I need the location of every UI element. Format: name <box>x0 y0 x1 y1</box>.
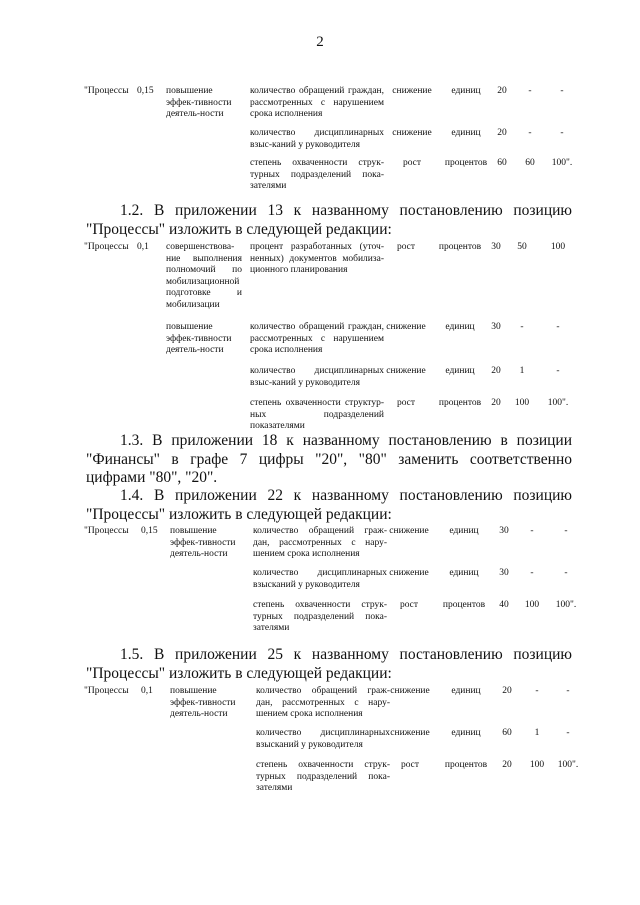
value-2: 1 <box>519 366 525 376</box>
unit-text: процентов <box>444 760 488 770</box>
direction-text: снижение <box>390 728 430 738</box>
direction-text: снижение <box>386 366 426 376</box>
direction-text: рост <box>400 760 420 770</box>
direction-text: рост <box>399 600 419 610</box>
task-cell: повышение эффек-тивности деятель-ности <box>166 322 232 355</box>
value-2: 1 <box>534 728 540 738</box>
direction-text: снижение <box>390 686 430 696</box>
unit-text: процентов <box>438 242 482 252</box>
direction-text: снижение <box>389 568 429 578</box>
value-2: 60 <box>525 158 535 168</box>
unit-text: единиц <box>451 728 481 738</box>
indicator-text: количество дисциплинарных взыс-каний у руководителя <box>250 366 384 388</box>
value-3: - <box>566 686 570 696</box>
page-number: 2 <box>316 34 324 50</box>
unit-text: единиц <box>451 86 481 96</box>
position-name: "Процессы <box>84 86 129 96</box>
value-2: - <box>528 128 532 138</box>
direction-text: снижение <box>392 128 432 138</box>
unit-text: процентов <box>438 398 482 408</box>
value-3: - <box>564 526 568 536</box>
value-2: - <box>535 686 539 696</box>
indicator-text: степень охваченности струк-турных подразделений пока-зателями <box>256 760 390 793</box>
indicator-text: процент разработанных (уточ-ненных) документов мобилиза-ционного планирования <box>250 242 384 275</box>
unit-text: единиц <box>451 128 481 138</box>
indicator-text: количество дисциплинарных взыс-каний у руководителя <box>250 128 384 150</box>
value-1: 30 <box>499 526 509 536</box>
unit-text: единиц <box>445 366 475 376</box>
value-3: - <box>556 366 560 376</box>
indicator-text: количество дисциплинарных взысканий у руководителя <box>256 728 390 750</box>
paragraph-1-4 <box>86 487 572 524</box>
value-1: 60 <box>497 158 507 168</box>
task-cell: совершенствова-ние выполнения полномочий по мобилизационной подготовке и мобилизации <box>166 242 242 310</box>
value-2: 50 <box>517 242 527 252</box>
indicator-text: количество обращений граж-дан, рассмотренных с нару-шением срока исполнения <box>253 526 387 559</box>
unit-text: процентов <box>444 158 488 168</box>
unit-text: единиц <box>445 322 475 332</box>
value-2: - <box>530 526 534 536</box>
unit-text: процентов <box>442 600 486 610</box>
task-cell: повышение эффек-тивности деятель-ности <box>166 86 232 119</box>
value-2: 100 <box>524 600 540 610</box>
task-cell: повышение эффек-тивности деятель-ности <box>170 686 236 719</box>
unit-text: единиц <box>451 686 481 696</box>
direction-text: рост <box>396 242 416 252</box>
direction-text: рост <box>396 398 416 408</box>
position-weight: 0,1 <box>141 686 153 696</box>
paragraph-1-5 <box>86 646 572 683</box>
indicator-text: количество обращений граждан, рассмотренных с нарушением срока исполнения <box>250 86 384 119</box>
position-weight: 0,15 <box>137 86 154 96</box>
value-3: - <box>560 128 564 138</box>
direction-text: рост <box>402 158 422 168</box>
position-name: "Процессы <box>84 526 129 536</box>
value-1: 20 <box>497 86 507 96</box>
indicator-text: количество обращений граж-дан, рассмотренных с нару-шением срока исполнения <box>256 686 390 719</box>
value-1: 20 <box>491 366 501 376</box>
indicator-text: количество обращений граждан, рассмотренных с нарушением срока исполнения <box>250 322 384 355</box>
value-3: - <box>560 86 564 96</box>
value-3: 100". <box>555 600 577 610</box>
value-2: - <box>520 322 524 332</box>
value-2: 100 <box>529 760 545 770</box>
value-1: 20 <box>497 128 507 138</box>
value-1: 30 <box>499 568 509 578</box>
value-3: 100". <box>557 760 579 770</box>
paragraph-1-2 <box>86 202 572 239</box>
position-weight: 0,15 <box>141 526 158 536</box>
value-3: - <box>564 568 568 578</box>
value-1: 60 <box>502 728 512 738</box>
value-3: 100". <box>551 158 573 168</box>
indicator-text: количество дисциплинарных взысканий у руководителя <box>253 568 387 590</box>
position-name: "Процессы <box>84 242 129 252</box>
indicator-text: степень охваченности струк-турных подразделений пока-зателями <box>250 158 384 191</box>
paragraph-text: 1.2. В приложении 13 к названному постановлению позицию "Процессы" изложить в следующей редакции: <box>86 202 572 238</box>
value-1: 40 <box>499 600 509 610</box>
position-name: "Процессы <box>84 686 129 696</box>
paragraph-text: 1.5. В приложении 25 к названному постановлению позицию "Процессы" изложить в следующей редакции: <box>86 646 572 682</box>
task-cell: повышение эффек-тивности деятель-ности <box>170 526 236 559</box>
position-weight: 0,1 <box>137 242 149 252</box>
unit-text: единиц <box>449 526 479 536</box>
indicator-text: степень охваченности струк-турных подразделений пока-зателями <box>253 600 387 633</box>
direction-text: снижение <box>386 322 426 332</box>
value-3: 100 <box>550 242 566 252</box>
unit-text: единиц <box>449 568 479 578</box>
value-3: - <box>566 728 570 738</box>
indicator-text: степень охваченности структур-ных подразделений показателями <box>250 398 384 431</box>
value-1: 20 <box>491 398 501 408</box>
value-3: - <box>556 322 560 332</box>
value-2: - <box>528 86 532 96</box>
value-2: 100 <box>514 398 530 408</box>
value-1: 20 <box>502 686 512 696</box>
paragraph-text: 1.4. В приложении 22 к названному постановлению позицию "Процессы" изложить в следующей редакции: <box>86 487 572 523</box>
value-1: 20 <box>502 760 512 770</box>
value-2: - <box>530 568 534 578</box>
paragraph-text: 1.3. В приложении 18 к названному постановлению в позиции "Финансы" в графе 7 цифры "20", "80" заменить соответственно цифрами "80", "20". <box>86 432 572 486</box>
value-3: 100". <box>547 398 569 408</box>
value-1: 30 <box>491 322 501 332</box>
direction-text: снижение <box>389 526 429 536</box>
direction-text: снижение <box>392 86 432 96</box>
value-1: 30 <box>491 242 501 252</box>
paragraph-1-3 <box>86 432 572 488</box>
